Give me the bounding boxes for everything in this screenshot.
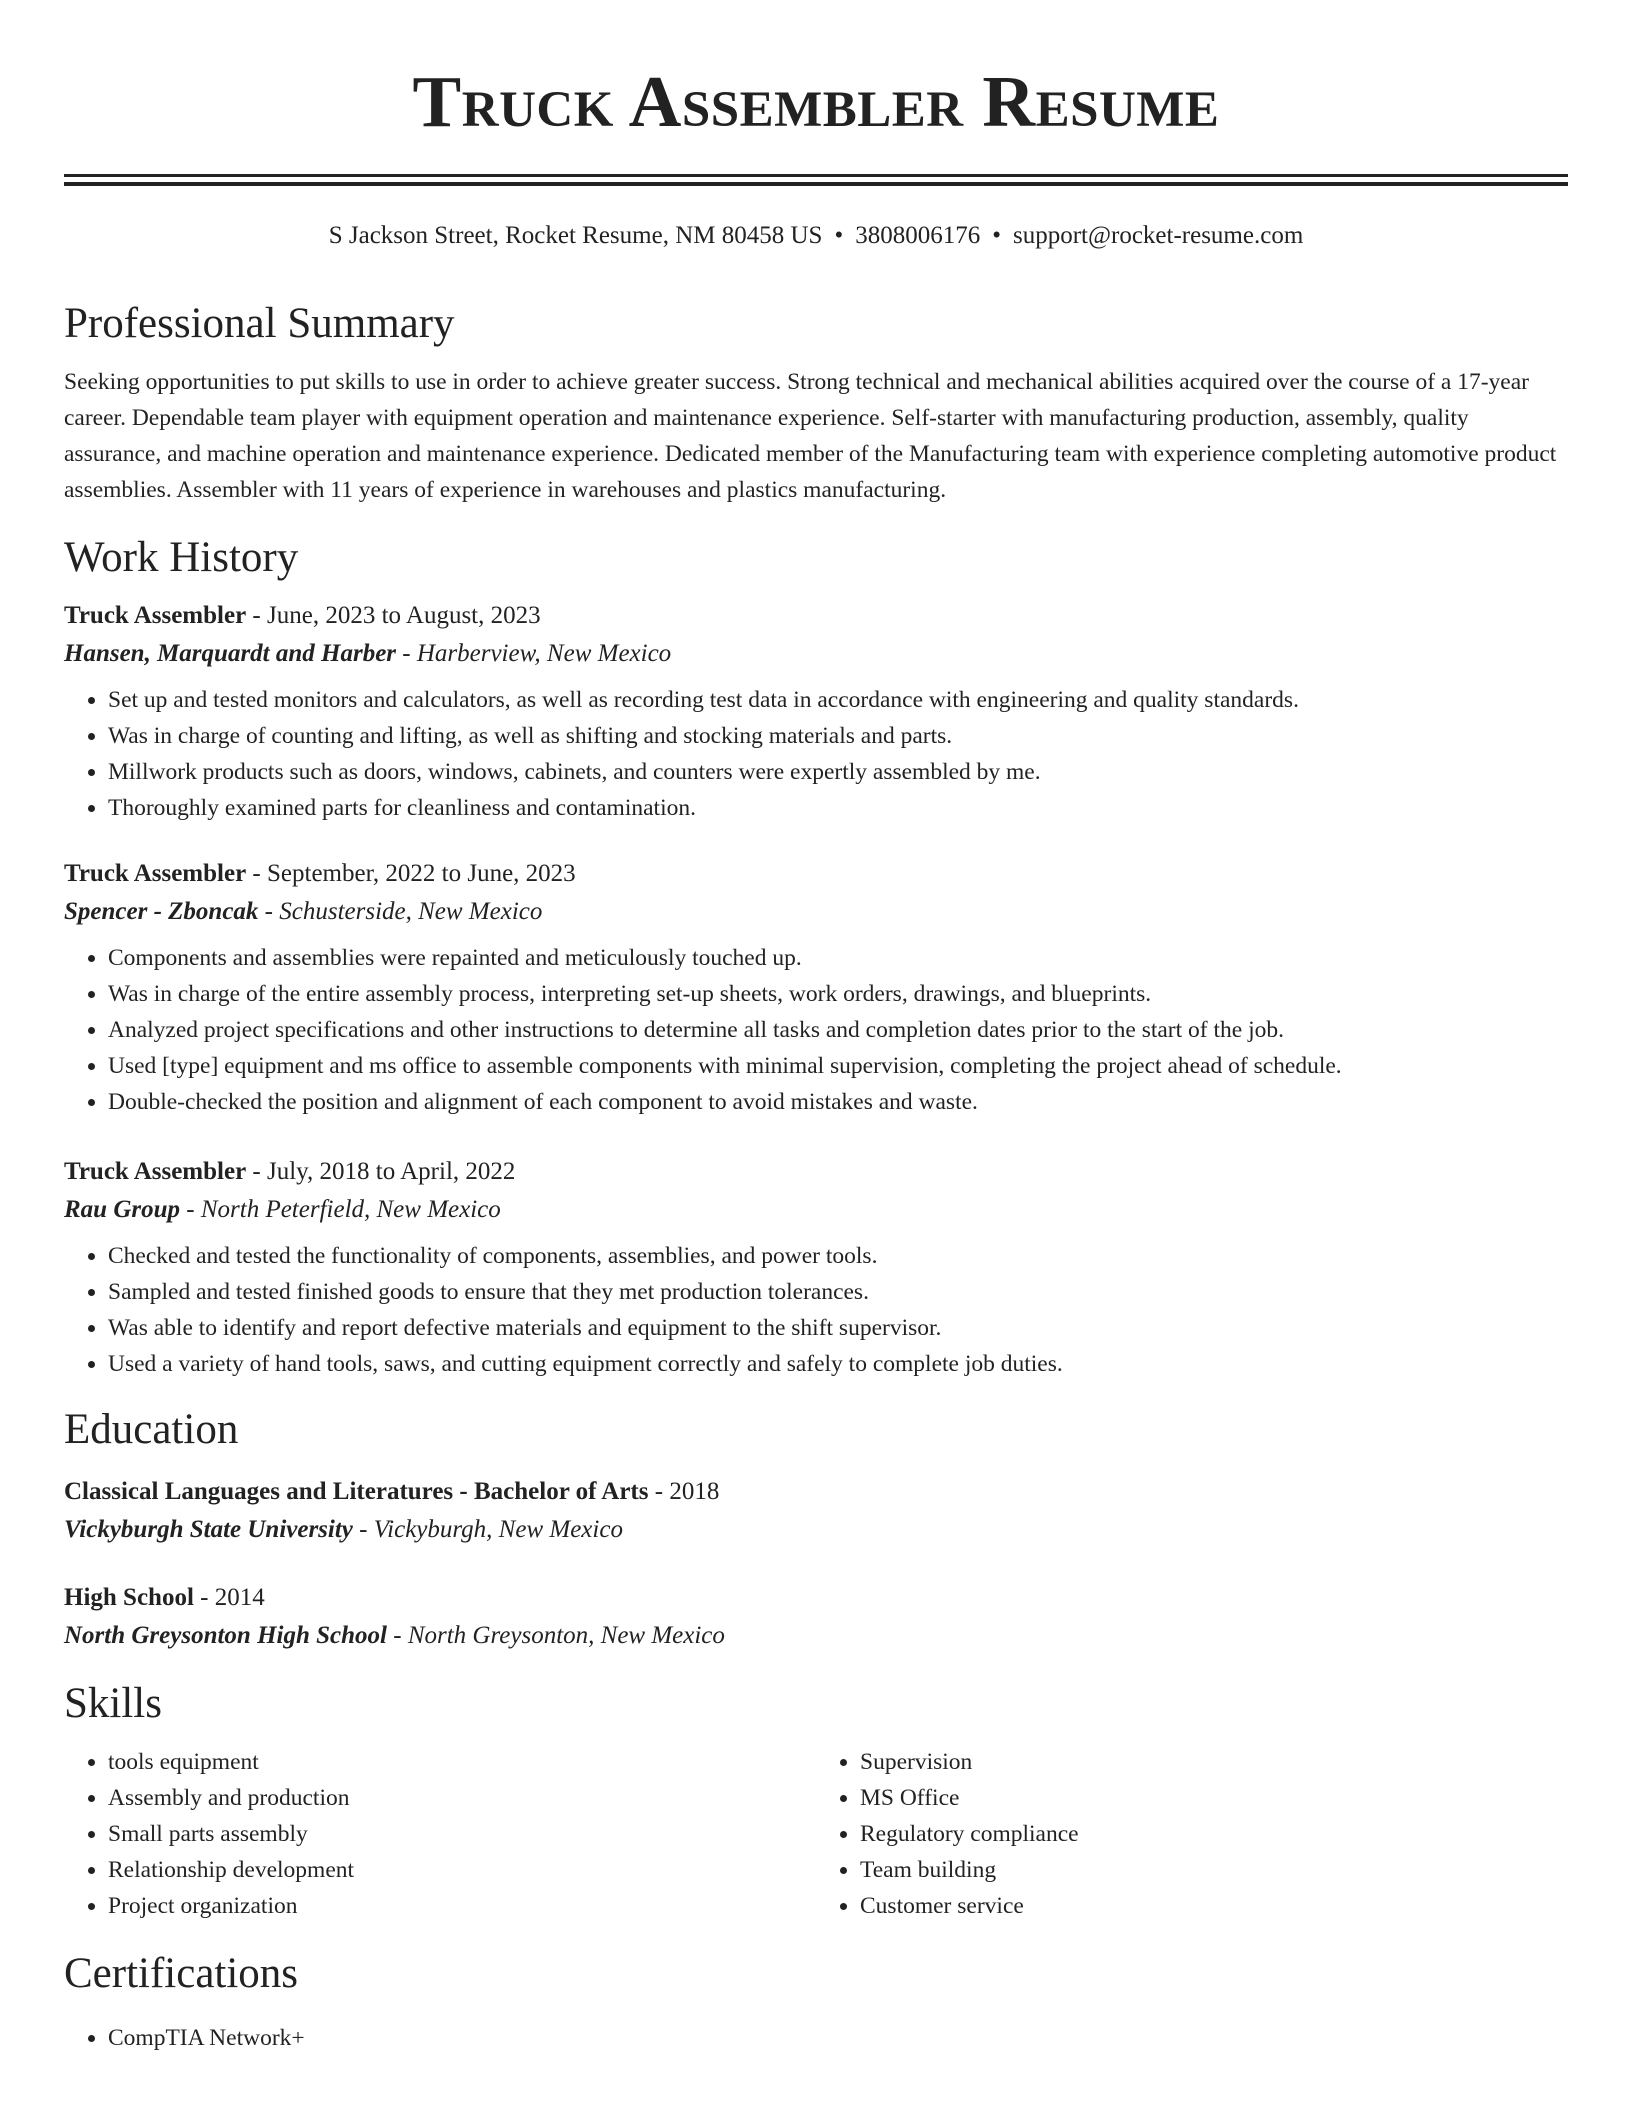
section-heading-education: Education xyxy=(64,1406,239,1453)
resume-title: Truck Assembler Resume xyxy=(412,61,1220,142)
list-item: • Team building xyxy=(860,1852,1568,1888)
skills-list xyxy=(64,1744,1568,1924)
list-item: • Used a variety of hand tools, saws, and cutting equipment correctly and safely to complete job duties. xyxy=(108,1346,1568,1382)
job-employer-line xyxy=(64,1190,1568,1230)
list-item: • Was in charge of the entire assembly process, interpreting set-up sheets, work orders, drawings, and blueprints. xyxy=(108,976,1568,1012)
list-item: • Set up and tested monitors and calculators, as well as recording test data in accordance with engineering and quality standards. xyxy=(108,682,1568,718)
job-title: Truck Assembler xyxy=(64,602,247,629)
education-degree-line xyxy=(64,1474,1568,1510)
job-location: - Harberview, New Mexico xyxy=(396,640,672,667)
education-location: - North Greysonton, New Mexico xyxy=(387,1622,725,1649)
job-entry xyxy=(64,1154,1568,1382)
skills-column-left xyxy=(64,1744,816,1924)
list-item: • Regulatory compliance xyxy=(860,1816,1568,1852)
list-item: • tools equipment xyxy=(108,1744,816,1780)
certifications-list xyxy=(64,2020,1568,2056)
skills-column-right xyxy=(816,1744,1568,1924)
education-entry xyxy=(64,1474,1568,1550)
list-item: • Assembly and production xyxy=(108,1780,816,1816)
job-employer-line xyxy=(64,634,1568,674)
education-degree: Classical Languages and Literatures - Bachelor of Arts xyxy=(64,1478,649,1505)
contact-line xyxy=(64,220,1568,252)
list-item: • Thoroughly examined parts for cleanliness and contamination. xyxy=(108,790,1568,826)
job-duties xyxy=(64,940,1568,1120)
education-entry xyxy=(64,1580,1568,1656)
contact-separator: • xyxy=(834,222,844,249)
section-heading-skills: Skills xyxy=(64,1680,162,1727)
job-company: Rau Group xyxy=(64,1196,181,1223)
job-dates: - September, 2022 to June, 2023 xyxy=(246,860,576,887)
list-item: • Double-checked the position and alignment of each component to avoid mistakes and waste. xyxy=(108,1084,1568,1120)
list-item: • Sampled and tested finished goods to ensure that they met production tolerances. xyxy=(108,1274,1568,1310)
list-item: • Small parts assembly xyxy=(108,1816,816,1852)
list-item: • Analyzed project specifications and other instructions to determine all tasks and completion dates prior to the start of the job. xyxy=(108,1012,1568,1048)
list-item: • Was in charge of counting and lifting, as well as shifting and stocking materials and parts. xyxy=(108,718,1568,754)
education-school: Vickyburgh State University xyxy=(64,1516,353,1543)
section-heading-certifications: Certifications xyxy=(64,1950,299,1997)
section-heading-summary: Professional Summary xyxy=(64,300,455,347)
list-item: • MS Office xyxy=(860,1780,1568,1816)
education-school-line xyxy=(64,1510,1568,1550)
list-item: • Components and assemblies were repainted and meticulously touched up. xyxy=(108,940,1568,976)
list-item: • CompTIA Network+ xyxy=(108,2020,1568,2056)
title-double-rule xyxy=(64,174,1568,186)
list-item: • Relationship development xyxy=(108,1852,816,1888)
education-location: - Vickyburgh, New Mexico xyxy=(352,1516,623,1543)
section-heading-work: Work History xyxy=(64,534,299,581)
list-item: • Used [type] equipment and ms office to assemble components with minimal supervision, completing the project ahead of schedule. xyxy=(108,1048,1568,1084)
job-dates: - June, 2023 to August, 2023 xyxy=(246,602,541,629)
list-item: • Millwork products such as doors, windows, cabinets, and counters were expertly assembled by me. xyxy=(108,754,1568,790)
job-duties xyxy=(64,1238,1568,1382)
education-school-line xyxy=(64,1616,1568,1656)
job-duties xyxy=(64,682,1568,826)
education-degree: High School xyxy=(64,1584,194,1611)
job-dates: - July, 2018 to April, 2022 xyxy=(246,1158,516,1185)
job-title-line xyxy=(64,1154,1568,1190)
job-location: - Schusterside, New Mexico xyxy=(258,898,543,925)
job-title-line xyxy=(64,856,1568,892)
job-employer-line xyxy=(64,892,1568,932)
job-location: - North Peterfield, New Mexico xyxy=(180,1196,501,1223)
list-item: • Customer service xyxy=(860,1888,1568,1924)
job-title: Truck Assembler xyxy=(64,1158,247,1185)
contact-separator: • xyxy=(992,222,1001,249)
job-company: Spencer - Zboncak xyxy=(64,898,259,925)
job-title-line xyxy=(64,598,1568,634)
list-item: • Checked and tested the functionality of components, assemblies, and power tools. xyxy=(108,1238,1568,1274)
list-item: • Supervision xyxy=(860,1744,1568,1780)
education-year: - 2018 xyxy=(648,1478,720,1505)
job-title: Truck Assembler xyxy=(64,860,247,887)
summary-text: Seeking opportunities to put skills to use in order to achieve greater success. Strong technical and mechanical abilities acquired over the course of a 17-year career. Dependable team player with equipment operation and maintenance experience. Self-starter with manufacturing production, assembly, quality assurance, and machine operation and maintenance experience. Dedicated member of the Manufacturing team with experience completing automotive product assemblies. Assembler with 11 years of experience in warehouses and plastics manufacturing. xyxy=(64,369,1557,503)
education-school: North Greysonton High School xyxy=(64,1622,387,1649)
contact-email[interactable]: support@rocket-resume.com xyxy=(1012,222,1304,249)
job-entry xyxy=(64,856,1568,1120)
contact-phone: 3808006176 xyxy=(855,222,981,249)
education-degree-line xyxy=(64,1580,1568,1616)
list-item: • Was able to identify and report defective materials and equipment to the shift supervisor. xyxy=(108,1310,1568,1346)
education-year: - 2014 xyxy=(193,1584,265,1611)
list-item: • Project organization xyxy=(108,1888,816,1924)
contact-address: S Jackson Street, Rocket Resume, NM 80458 US xyxy=(328,222,823,249)
job-company: Hansen, Marquardt and Harber xyxy=(64,640,397,667)
job-entry xyxy=(64,598,1568,826)
